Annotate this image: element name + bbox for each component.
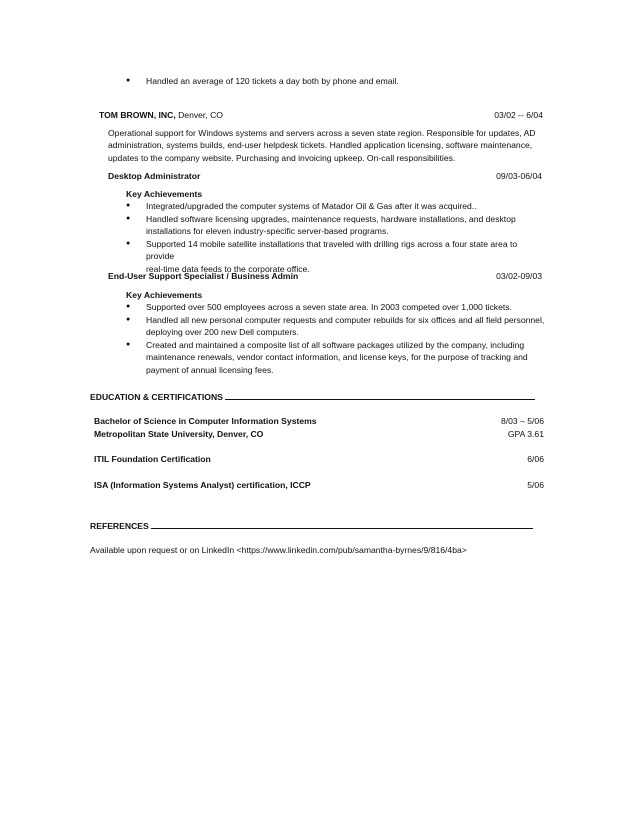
description-line: administration, systems builds, end-user helpdesk tickets. Handled application licensing, software maintenance, [108, 140, 533, 151]
bullet-line: maintenance renewals, vendor contact information, and license keys, for the purpose of tracking and [146, 352, 528, 363]
heading-rule [151, 519, 533, 529]
section-heading-education [90, 390, 534, 403]
cert-name: ISA (Information Systems Analyst) certification, ICCP [94, 480, 311, 490]
description-line: updates to the company website. Purchasing and invoicing upkeep. On-call responsibilities. [108, 152, 456, 163]
bullet-line: deploying over 200 new Dell computers. [146, 327, 299, 338]
position-title: End-User Support Specialist / Business Admin [108, 271, 299, 281]
employer-description [108, 127, 548, 164]
bullet-icon: ● [126, 215, 131, 222]
bullet-text: Handled an average of 120 tickets a day both by phone and email. [146, 76, 399, 86]
position-dates: 09/03-06/04 [496, 171, 542, 181]
bullet-line: Supported 14 mobile satellite installations that traveled with drilling rigs across a four state area to provide [146, 239, 518, 262]
description-line: Operational support for Windows systems and servers across a seven state region. Responsible for updates, AD [108, 128, 536, 138]
employer-name: TOM BROWN, INC, [99, 110, 176, 120]
bullet-icon: ● [126, 202, 131, 209]
bullet-text [146, 301, 546, 313]
bullet-line: Integrated/upgraded the computer systems of Matador Oil & Gas after it was acquired.. [146, 201, 477, 211]
achievements-label: Key Achievements [126, 290, 203, 300]
bullet-line: real-time data feeds to the corporate office. [146, 263, 310, 274]
bullet-text [146, 314, 546, 339]
achievements-label: Key Achievements [126, 189, 203, 199]
bullet-text [146, 213, 546, 238]
position-title: Desktop Administrator [108, 171, 201, 181]
degree-row [94, 415, 544, 428]
school-name: Metropolitan State University, Denver, CO [94, 429, 264, 439]
cert-row [94, 479, 544, 492]
cert-name: ITIL Foundation Certification [94, 454, 211, 464]
bullet-line: Handled software licensing upgrades, maintenance requests, hardware installations, and desktop [146, 214, 516, 224]
employer-location: Denver, CO [178, 110, 223, 120]
bullet-icon: ● [126, 303, 131, 310]
bullet-line: installations for eleven industry-specific server-based programs. [146, 226, 389, 237]
cert-date: 6/06 [527, 454, 544, 464]
bullet-line: Supported over 500 employees across a seven state area. In 2003 competed over 1,000 tickets. [146, 302, 512, 312]
position-dates: 03/02-09/03 [496, 271, 542, 281]
position-header [108, 270, 542, 283]
bullet-icon: ● [126, 77, 131, 84]
employer-dates: 03/02 -- 6/04 [494, 110, 543, 120]
heading-rule [225, 390, 535, 400]
degree-name: Bachelor of Science in Computer Information Systems [94, 416, 317, 426]
references-text: Available upon request or on LinkedIn <https://www.linkedin.com/pub/samantha-byrnes/9/816/4ba> [90, 545, 467, 555]
employer-header [99, 109, 543, 122]
section-heading-text: REFERENCES [90, 521, 149, 531]
school-row [94, 428, 544, 441]
degree-dates: 8/03 – 5/06 [500, 416, 544, 426]
section-heading-text: EDUCATION & CERTIFICATIONS [90, 392, 223, 402]
cert-date: 5/06 [527, 480, 544, 490]
bullet-icon: ● [126, 240, 131, 247]
bullet-text [146, 200, 546, 212]
bullet-line: Created and maintained a composite list of all software packages utilized by the company, including [146, 340, 525, 350]
position-header [108, 170, 542, 183]
section-heading-references [90, 519, 534, 532]
bullet-icon: ● [126, 341, 131, 348]
bullet-icon: ● [126, 316, 131, 323]
bullet-line: Handled all new personal computer requests and computer rebuilds for six offices and all field personnel, [146, 315, 545, 325]
bullet-text [146, 339, 546, 376]
gpa: GPA 3.61 [507, 429, 544, 439]
bullet-line: payment of annual licensing fees. [146, 364, 274, 375]
cert-row [94, 453, 544, 466]
